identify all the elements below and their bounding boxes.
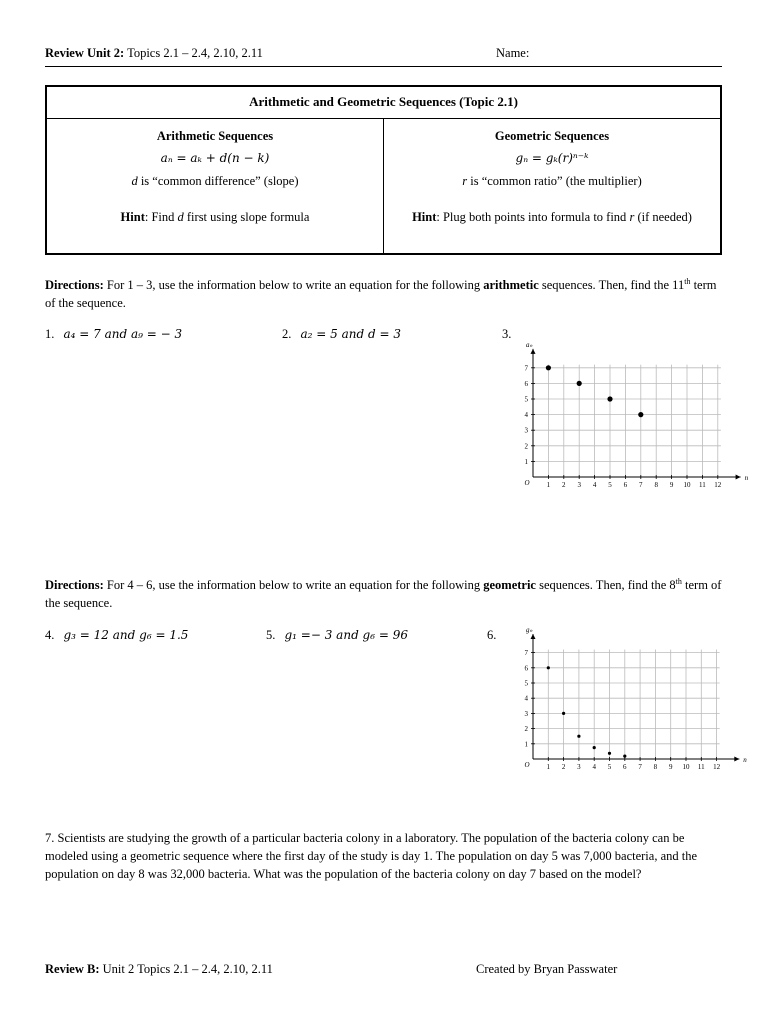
x-tick-label: 2 — [561, 763, 566, 771]
x-tick-label: 6 — [623, 481, 628, 489]
x-tick-label: 9 — [668, 763, 673, 771]
problem-number: 1. — [45, 327, 55, 341]
x-axis-arrow — [736, 475, 741, 480]
directions-label: Directions: — [45, 278, 104, 293]
data-point — [593, 746, 596, 749]
question-7: 7. Scientists are studying the growth of a particular bacteria colony in a laboratory. The population of the bacteria colony can be modeled using a geometric sequence where the first day of the study is day 1. The population on day 5 was 7,000 bacteria, and the population on day 8 was 32,000 bacteria. What was the population of the bacteria colony on day 7 based on the model? — [45, 831, 698, 881]
y-axis-arrow — [531, 349, 536, 354]
data-point — [623, 755, 626, 758]
arith-hint-label: Hint — [120, 209, 145, 224]
x-tick-label: 5 — [607, 763, 612, 771]
geometric-sequence-graph — [513, 625, 747, 776]
data-point — [547, 666, 550, 669]
name-label: Name: — [496, 46, 530, 60]
origin-label: O — [524, 761, 530, 769]
directions-keyword: arithmetic — [483, 278, 539, 293]
x-tick-label: 7 — [639, 481, 643, 489]
y-tick-label: 1 — [524, 740, 528, 749]
ordinal-suffix: th — [684, 277, 691, 286]
directions-text: term of the sequence. — [45, 578, 722, 611]
x-tick-label: 11 — [699, 481, 706, 489]
x-tick-label: 1 — [546, 481, 551, 489]
data-point — [607, 396, 612, 401]
x-tick-label: 2 — [562, 481, 566, 489]
arith-desc: is “common difference” (slope) — [137, 173, 299, 188]
problem-1 — [45, 327, 182, 342]
y-axis-label: gₙ — [526, 625, 533, 634]
arith-heading: Arithmetic Sequences — [156, 128, 274, 143]
arith-formula: aₙ = aₖ + d(n − k) — [160, 150, 270, 165]
directions-text: term of the sequence. — [45, 278, 717, 311]
geo-hint-a: : Plug both points into formula to find — [436, 209, 630, 224]
problem-expression: g₁ =− 3 and g₆ = 96 — [284, 628, 409, 642]
data-point — [638, 412, 643, 417]
y-tick-label: 7 — [524, 649, 528, 658]
directions-arithmetic — [45, 273, 725, 312]
geo-formula: gₙ = gₖ(r)ⁿ⁻ᵏ — [515, 150, 589, 165]
geometric-panel — [384, 118, 722, 254]
x-axis-label: n — [743, 756, 747, 764]
unit-label: Review Unit 2: — [45, 46, 125, 60]
x-tick-label: 4 — [592, 481, 597, 489]
y-tick-label: 6 — [524, 379, 528, 388]
arith-hint-b: first using slope formula — [183, 209, 310, 224]
y-axis-arrow — [531, 634, 536, 639]
x-tick-label: 4 — [592, 763, 596, 771]
y-tick-label: 1 — [524, 457, 528, 466]
geo-hint-b: (if needed) — [634, 209, 692, 224]
x-tick-label: 7 — [638, 763, 642, 771]
x-tick-label: 8 — [654, 481, 658, 489]
geo-var: r — [462, 173, 468, 188]
x-tick-label: 10 — [682, 763, 690, 771]
problem-number: 6. — [487, 628, 497, 642]
footer-label: Review B: — [45, 962, 100, 976]
x-tick-label: 1 — [546, 763, 551, 771]
problem-expression: a₄ = 7 and a₉ = − 3 — [63, 327, 183, 341]
x-tick-label: 12 — [714, 481, 722, 489]
problem-4 — [45, 628, 188, 643]
arith-hint-a: : Find — [144, 209, 178, 224]
y-tick-label: 6 — [524, 664, 528, 673]
geo-hint-var: r — [629, 209, 635, 224]
y-tick-label: 3 — [524, 709, 528, 718]
problem-5 — [266, 628, 408, 643]
y-tick-label: 2 — [524, 725, 528, 734]
directions-keyword: geometric — [483, 578, 536, 593]
directions-text: sequences. Then, find the 11 — [538, 278, 685, 293]
data-point — [577, 381, 582, 386]
problem-6 — [487, 628, 496, 643]
data-point — [546, 365, 551, 370]
arithmetic-panel — [46, 118, 384, 254]
x-tick-label: 6 — [623, 763, 627, 771]
y-tick-label: 2 — [524, 442, 528, 451]
x-axis-arrow — [734, 757, 739, 762]
arithmetic-sequence-graph — [515, 340, 749, 492]
footer-topics: Unit 2 Topics 2.1 – 2.4, 2.10, 2.11 — [99, 962, 273, 976]
geo-hint-label: Hint — [412, 209, 437, 224]
y-tick-label: 4 — [524, 694, 528, 703]
x-tick-label: 3 — [577, 481, 581, 489]
x-tick-label: 9 — [669, 481, 674, 489]
worksheet-header — [45, 46, 722, 67]
geo-desc: is “common ratio” (the multiplier) — [467, 173, 642, 188]
box-title: Arithmetic and Geometric Sequences (Topic 2.1) — [249, 94, 518, 110]
y-tick-label: 7 — [524, 364, 528, 373]
ordinal-suffix: th — [675, 577, 682, 586]
y-tick-label: 4 — [524, 411, 528, 420]
footer-credit: Created by Bryan Passwater — [476, 962, 618, 976]
problem-expression: g₃ = 12 and g₆ = 1.5 — [63, 628, 189, 642]
origin-label: O — [524, 479, 530, 487]
x-tick-label: 8 — [653, 763, 658, 771]
geo-heading: Geometric Sequences — [494, 128, 610, 143]
directions-text: For 1 – 3, use the information below to write an equation for the following — [103, 278, 484, 293]
data-point — [608, 752, 611, 755]
directions-text: For 4 – 6, use the information below to write an equation for the following — [103, 578, 484, 593]
topic-summary-box — [45, 85, 722, 255]
problem-number: 3. — [502, 327, 512, 341]
y-tick-label: 5 — [524, 679, 528, 688]
directions-geometric — [45, 573, 725, 612]
problem-2 — [282, 327, 401, 342]
data-point — [562, 712, 565, 715]
problem-number: 2. — [282, 327, 292, 341]
problem-number: 4. — [45, 628, 55, 642]
y-tick-label: 5 — [524, 395, 528, 404]
arith-var: d — [131, 173, 138, 188]
x-axis-label: n — [744, 474, 749, 482]
directions-label: Directions: — [45, 578, 104, 593]
problem-3 — [502, 327, 511, 342]
x-tick-label: 10 — [683, 481, 691, 489]
x-tick-label: 5 — [608, 481, 612, 489]
problem-expression: a₂ = 5 and d = 3 — [300, 327, 401, 341]
y-tick-label: 3 — [524, 426, 528, 435]
x-tick-label: 12 — [713, 763, 721, 771]
footer — [45, 962, 725, 977]
x-tick-label: 11 — [697, 763, 705, 771]
unit-topics: Topics 2.1 – 2.4, 2.10, 2.11 — [127, 46, 263, 60]
arith-hint-var: d — [177, 209, 184, 224]
y-axis-label: aₙ — [526, 340, 533, 349]
problem-number: 5. — [266, 628, 276, 642]
directions-text: sequences. Then, find the 8 — [535, 578, 676, 593]
data-point — [577, 735, 580, 738]
x-tick-label: 3 — [577, 763, 581, 771]
